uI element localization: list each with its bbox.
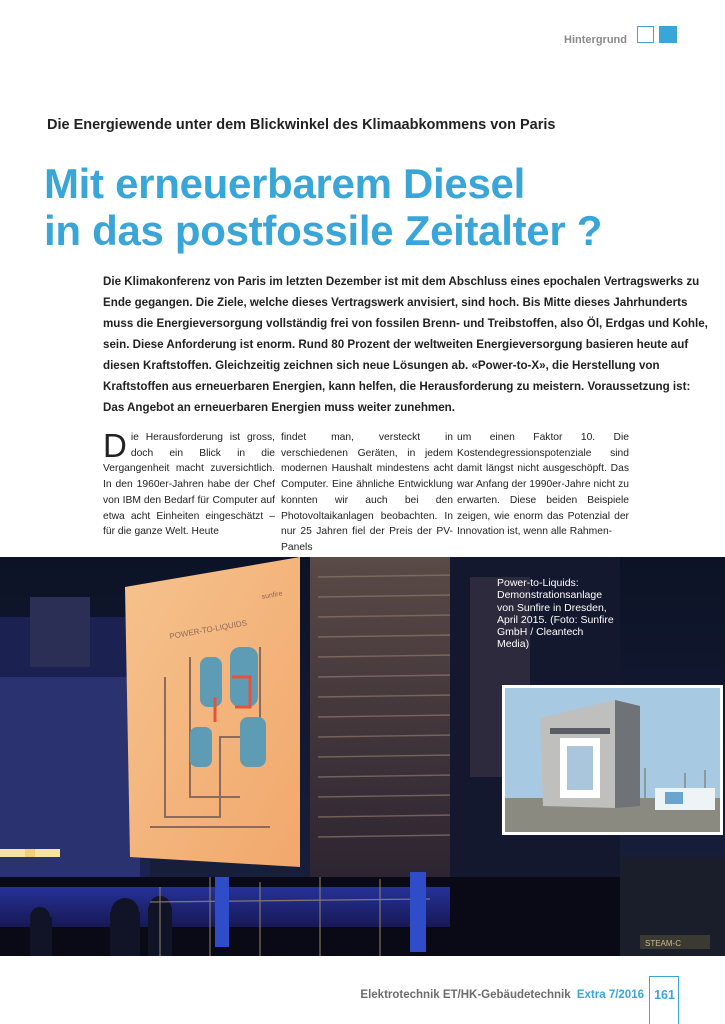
section-marker-filled (659, 26, 677, 43)
figure-caption: Power-to-Liquids: Demonstrationsanlage von Sunfire in Dresden, April 2015. (Foto: Sunfire GmbH / Cleantech Media) (497, 577, 614, 651)
inset-photo-illustration (505, 688, 720, 832)
body-column-3: um einen Faktor 10. Die Kostendegressionspotenziale sind damit längst nicht ausgeschöpft. Das war Anfang der 1990er-Jahre nicht zu erwarten. Diese beiden Beispiele zeigen, wie enorm das Potenzial der Innovation ist, wenn alle Rahmen- (457, 432, 629, 538)
page-number: 161 (654, 988, 675, 1002)
article-title-line-1: Mit erneuerbarem Diesel (44, 160, 525, 207)
footer-publication-line (360, 989, 644, 1001)
article-lead: Die Klimakonferenz von Paris im letzten Dezember ist mit dem Abschluss eines epochalen Vertragswerks zu Ende gegangen. Die Ziele, welche dieses Vertragswerk anvisiert, sind hoch. Bis Mitte dieses Jahrhunderts muss die Energieversorgung vollständig frei von fossilen Brenn- und Treibstoffen, also Öl, Erdgas und Kohle, sein. Diese Anforderung ist enorm. Rund 80 Prozent der weltweiten Energieversorgung basieren heute auf diesen Kraftstoffen. Gleichzeitig zeichnen sich neue Lösungen ab. «Power-to-X», die Herstellung von Kraftstoffen aus erneuerbaren Energien, kann helfen, die Herausforderung zu meistern. Voraussetzung ist: Das Angebot an erneuerbaren Energien muss weiter zunehmen. (103, 275, 708, 414)
footer-issue: Extra 7/2016 (576, 989, 644, 1001)
article-title-line-2: in das postfossile Zeitalter ? (44, 207, 603, 254)
article-kicker: Die Energiewende unter dem Blickwinkel des Klimaabkommens von Paris (47, 117, 556, 133)
sign-text: STEAM-C (645, 939, 681, 948)
body-column-2: findet man, versteckt in verschiedenen Geräten, in jedem modernen Haushalt mindestens acht Computer. Eine ähnliche Entwicklung konnten wir auch bei den Photovoltaikanlagen beobachten. In nur 25 Jahren fiel der Preis der PV-Panels (281, 432, 453, 553)
body-column-1 (103, 427, 275, 538)
section-marker-outline (637, 26, 654, 43)
banner-brand: sunfire (261, 590, 284, 601)
footer-publication: Elektrotechnik ET/HK-Gebäudetechnik (360, 989, 571, 1001)
article-title (44, 160, 704, 254)
banner-title: POWER-TO-LIQUIDS (168, 618, 248, 641)
section-label: Hintergrund (564, 34, 627, 46)
body-column-1-text: ie Herausforderung ist gross, doch ein Blick in die Vergangenheit macht zuversichtlich. In den 1960er-Jahren habe der Chef von IBM den Bedarf für Computer auf etwa acht Einheiten eingeschätzt – für die ganze Welt. Heute (103, 432, 275, 538)
inset-photo (502, 685, 723, 835)
drop-cap: D (103, 427, 127, 464)
